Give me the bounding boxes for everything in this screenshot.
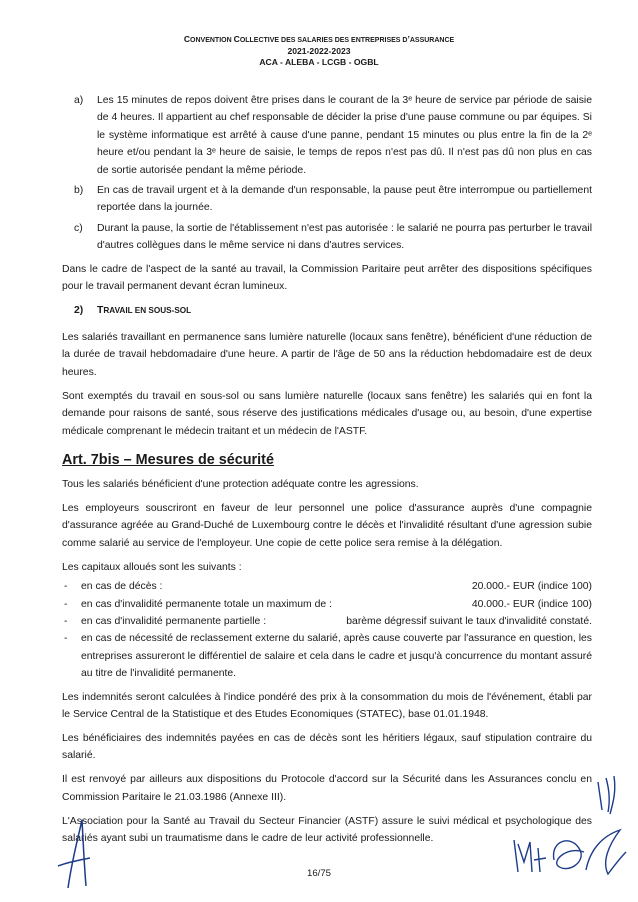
capital-value: barème dégressif suivant le taux d'invalidité constaté. — [346, 615, 592, 627]
capital-label: en cas de décès : — [81, 581, 163, 593]
paragraph-capitaux-intro: Les capitaux alloués sont les suivants : — [62, 561, 242, 573]
signature-right — [510, 770, 630, 880]
document-header — [0, 34, 638, 68]
paragraph-indemnites: Les indemnités seront calculées à l'indice pondéré des prix à la consommation du mois de l'événement, établi par le Service Central de la Statistique et des Etudes Economiques (STATEC), base 01.01.1948. — [62, 691, 592, 720]
list-marker: b) — [74, 185, 84, 197]
list-marker: c) — [74, 222, 83, 234]
list-item — [62, 92, 592, 179]
capital-value: 40.000.- EUR (indice 100) — [471, 598, 592, 610]
dash-marker: - — [64, 581, 68, 593]
header-years: 2021-2022-2023 — [287, 46, 351, 56]
pause-rules-list — [62, 92, 592, 255]
list-item-text: en cas de nécessité de reclassement externe du salarié, après cause couverte par l'assurance en question, les entreprises assureront le différentiel de salaire et cela dans le cadre et jusqu'à concurrence du montant assuré au titre de l'invalidité permanente. — [81, 633, 592, 680]
section-heading-sous-sol: 2) TRAVAIL EN SOUS-SOL — [74, 302, 592, 319]
paragraph-insurance-policy: Les employeurs souscriront en faveur de leur personnel une police d'assurance auprès d'une compagnie d'assurance agréée au Grand-Duché de Luxembourg contre le décès et l'invalidité résultant d'une agression subie comme salarié au service de l'employeur. Une copie de cette police sera remise à la délégation. — [62, 502, 592, 549]
header-parties: ACA - ALEBA - LCGB - OGBL — [259, 57, 379, 67]
list-item — [62, 220, 592, 255]
list-item-text: Les 15 minutes de repos doivent être prises dans le courant de la 3ᵉ heure de service par période de saisie de 4 heures. Il appartient au chef responsable de décider la prise d'une pause commune ou par équipes. Si le système informatique est arrêté à cause d'une panne, pendant 15 minutes ou plus entre la fin de la 2ᵉ heure et/ou pendant la 3ᵉ heure de saisie, le temps de repos n'est pas dû. Il n'est pas dû non plus en cas de sortie autorisée pendant la même période. — [97, 95, 592, 176]
paragraph-protection: Tous les salariés bénéficient d'une protection adéquate contre les agressions. — [62, 478, 419, 490]
dash-marker: - — [64, 615, 68, 627]
list-item — [62, 578, 592, 595]
list-item — [62, 596, 592, 613]
article-title: Art. 7bis – Mesures de sécurité — [62, 451, 274, 468]
signature-initials-left — [52, 818, 92, 890]
list-item-text: En cas de travail urgent et à la demande d'un responsable, la pause peut être interrompue ou partiellement reportée dans la journée. — [97, 185, 592, 214]
paragraph-sous-sol-reduction: Les salariés travaillant en permanence sans lumière naturelle (locaux sans fenêtre), bénéficient d'une réduction de la durée de travail hebdomadaire d'une heure. A partir de l'âge de 50 ans la réduction hebdomadaire est de deux heures. — [62, 331, 592, 378]
list-item — [62, 182, 592, 217]
capital-value: 20.000.- EUR (indice 100) — [471, 581, 592, 593]
list-item — [62, 630, 592, 682]
list-item-text: Durant la pause, la sortie de l'établissement n'est pas autorisée : le salarié ne pourra pas perturber le travail d'autres collègues dans le même service ni dans d'autres services. — [97, 222, 592, 252]
capitaux-list — [62, 578, 592, 682]
paragraph-sous-sol-exemption: Sont exemptés du travail en sous-sol ou sans lumière naturelle (locaux sans fenêtre) les salariés qui en font la demande pour raisons de santé, sous réserve des justifications médicales d'usage ou, au besoin, d'une expertise médicale comprenant le médecin traitant et un médecin de l'ASTF. — [62, 390, 592, 437]
capital-label: en cas d'invalidité permanente partielle : — [81, 615, 267, 627]
page-number: 16/75 — [306, 868, 331, 879]
section-number: 2) — [74, 305, 84, 317]
paragraph-beneficiaires: Les bénéficiaires des indemnités payées en cas de décès sont les héritiers légaux, sauf stipulation contraire du salarié. — [62, 732, 592, 762]
header-title: CONVENTION COLLECTIVE DES SALARIES DES ENTREPRISES D’ASSURANCE — [183, 34, 455, 44]
list-marker: a) — [74, 95, 84, 106]
dash-marker: - — [64, 633, 68, 645]
capital-label: en cas d'invalidité permanente totale un maximum de : — [81, 598, 332, 610]
paragraph-screen-work: Dans le cadre de l'aspect de la santé au travail, la Commission Paritaire peut arrêter des dispositions spécifiques pour le travail permanent devant écran lumineux. — [62, 263, 592, 293]
list-item — [62, 613, 592, 630]
document-body — [62, 92, 592, 854]
paragraph-astf: L'Association pour la Santé au Travail du Secteur Financier (ASTF) assure le suivi médical et psychologique des salariés ayant subi un traumatisme dans le cadre de leur activité professionnelle. — [62, 815, 592, 845]
dash-marker: - — [64, 598, 68, 610]
paragraph-protocole: Il est renvoyé par ailleurs aux dispositions du Protocole d'accord sur la Sécurité dans les Assurances conclu en Commission Paritaire le 21.03.1986 (Annexe III). — [62, 774, 592, 803]
